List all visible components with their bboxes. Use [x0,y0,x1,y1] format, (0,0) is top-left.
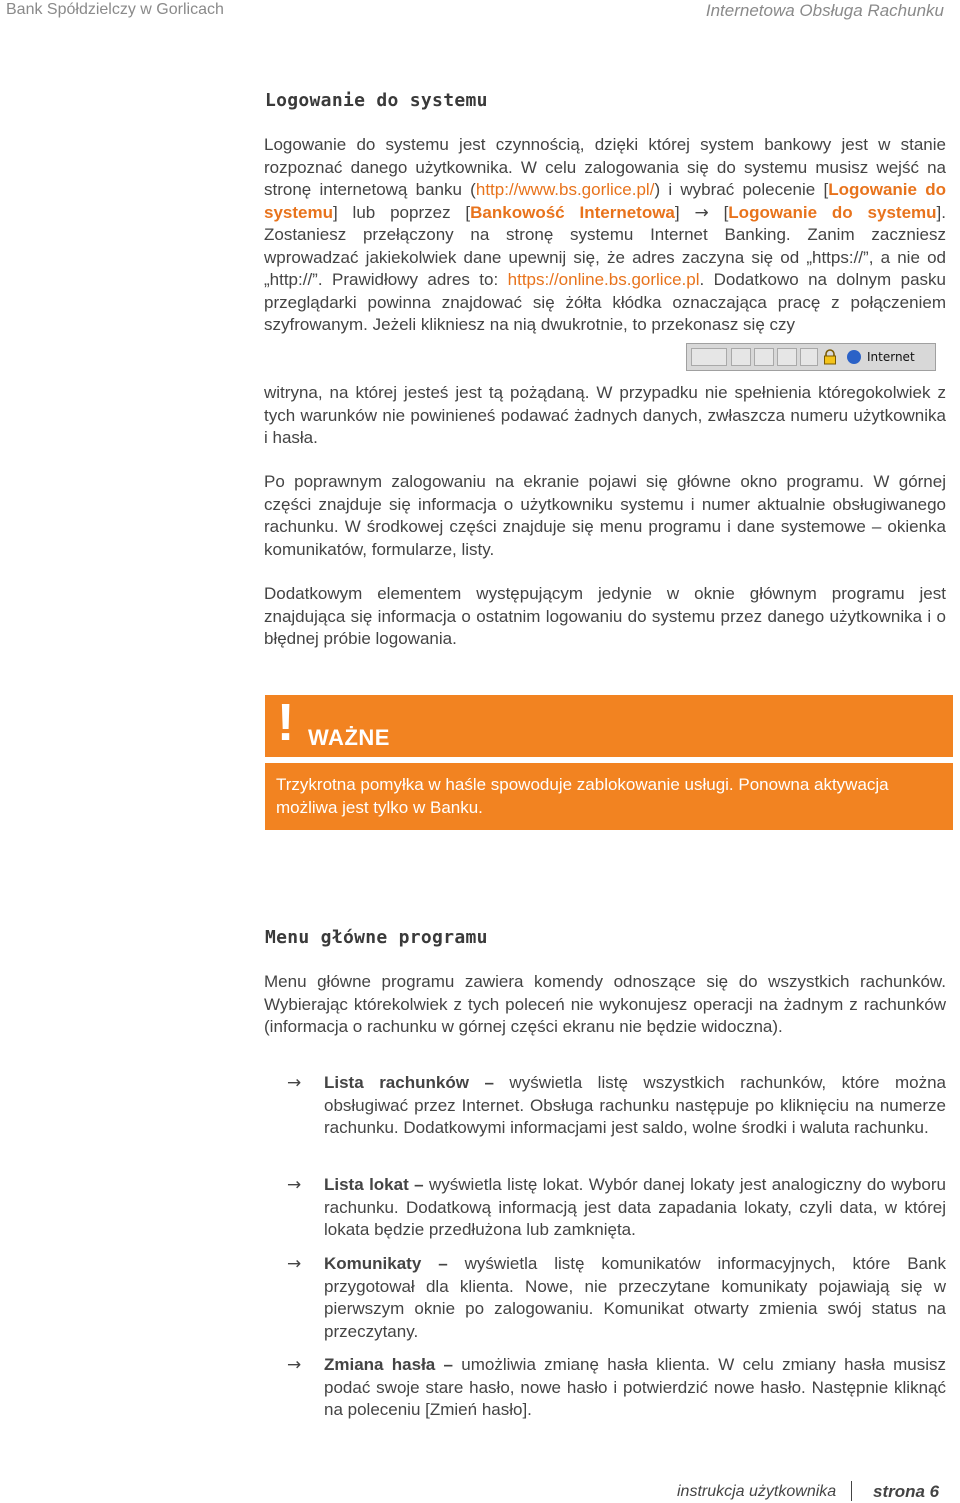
list-item: Zmiana hasła – umożliwia zmianę hasła klienta. W celu zmiany hasła musisz podać swoje stare hasło, nowe hasło i potwierdzić nowe hasło. Następnie kliknąć na poleceniu [Zmień hasło]. [324,1355,946,1419]
padlock-icon[interactable] [823,349,837,365]
list-item: Lista rachunków – wyświetla listę wszystkich rachunków, które można obsługiwać przez Internet. Obsługa rachunku następuje po kliknięciu na numerze rachunku. Dodatkowymi informacjami jest saldo, wolne środki i waluta rachunku. [324,1073,946,1137]
command-login: Logowanie do systemu [264,180,946,222]
list-item: Lista lokat – wyświetla listę lokat. Wybór danej lokaty jest analogiczny do wyboru rachunku. Dodatkową informacją jest data zapadania lokaty, czyli data, w której lokata będzie przedłużona lub zamknięta. [324,1175,946,1239]
footer-label: instrukcja użytkownika [677,1483,837,1500]
status-bar-segment [800,348,818,366]
arrow-icon: → [287,1254,302,1274]
online-url-link[interactable]: https://online.bs.gorlice.pl [507,270,700,289]
warning-text: Trzykrotna pomyłka w haśle spowoduje zablokowanie usługi. Ponowna aktywacja możliwa jest tylko w Banku. [276,775,889,817]
list-item-term: Zmiana hasła [324,1355,436,1374]
arrow-icon: → [287,1355,302,1375]
status-bar-segment [754,348,774,366]
section-title-login: Logowanie do systemu [265,90,488,111]
arrow-icon: → [694,202,709,223]
login-paragraph: Logowanie do systemu jest czynnością, dzięki której system bankowy jest w stanie rozpoznać danego użytkownika. W celu zalogowania się do systemu musisz wejść na stronę internetową banku (http://www.bs.gorlice.pl/) i wybrać polecenie [Logowanie do systemu] lub poprzez [Bankowość Internetowa] → [Logowanie do systemu]. Zostaniesz przełączony na stronę systemu Internet Banking. Zanim zaczniesz wprowadzać jakiekolwiek dane upewnij się, że adres zaczyna się od „https://”, a nie od „http://”. Prawidłowy adres to: https://online.bs.gorlice.pl. Dodatkowo na dolnym pasku przeglądarki powinna znajdować się żółta kłódka oznaczająca pracę z połączeniem szyfrowanym. Jeżeli klikniesz na nią dwukrotnie, to przekonasz się czy [264,135,946,334]
footer-divider [851,1481,852,1501]
command-internet-banking: Bankowość Internetowa [470,202,675,222]
warning-header-box [265,695,953,757]
list-item-term: Lista rachunków [324,1073,469,1092]
status-bar-segment [777,348,797,366]
exclamation-icon: ! [277,694,295,752]
section-title-main-menu: Menu główne programu [265,927,488,948]
status-bar-segment [731,348,751,366]
main-menu-intro: Menu główne programu zawiera komendy odnoszące się do wszystkich rachunków. Wybierając którekolwiek z tych poleceń nie wykonujesz operacji na żadnym z rachunków (informacja o rachunku w górnej części ekranu nie będzie widoczna). [264,972,946,1036]
header-bank-name: Bank Spółdzielczy w Gorlicach [6,1,224,18]
browser-status-bar [686,343,936,371]
arrow-icon: → [287,1073,302,1093]
arrow-icon: → [287,1175,302,1195]
list-item-term: Lista lokat [324,1175,409,1194]
page-number: strona 6 [873,1482,940,1501]
command-login-2: Logowanie do systemu [728,202,937,222]
list-item-term: Komunikaty [324,1254,422,1273]
warning-body-box [265,763,953,830]
login-paragraph-continued: witryna, na której jesteś jest tą pożądaną. W przypadku nie spełnienia któregokolwiek z tych warunków nie powinieneś podawać żadnych danych, zwłaszcza numeru użytkownika i hasła. [264,383,946,447]
header-document-title: Internetowa Obsługa Rachunku [705,1,944,20]
main-window-paragraph: Po poprawnym zalogowaniu na ekranie pojawi się główne okno programu. W górnej części znajduje się informacja o użytkowniku systemu i numer aktualnie obsługiwanego rachunku. W środkowej części znajduje się menu programu i dane systemowe – okienka komunikatów, formularze, listy. [264,472,946,559]
bank-url-link[interactable]: http://www.bs.gorlice.pl/ [475,180,655,199]
globe-icon [847,350,861,364]
status-bar-segment [691,348,727,366]
last-login-paragraph: Dodatkowym elementem występującym jedynie w oknie głównym programu jest znajdująca się informacja o ostatnim logowaniu do systemu przez danego użytkownika i o błędnej próbie logowania. [264,584,946,648]
warning-title: WAŻNE [308,725,390,750]
security-zone-label: Internet [867,350,915,364]
list-item: Komunikaty – wyświetla listę komunikatów informacyjnych, które Bank przygotował dla klienta. Nowe, nie przeczytane komunikaty pojawiają się w pierwszym oknie po zalogowaniu. Komunikat otwarty zmienia swój status na przeczytany. [324,1254,946,1341]
